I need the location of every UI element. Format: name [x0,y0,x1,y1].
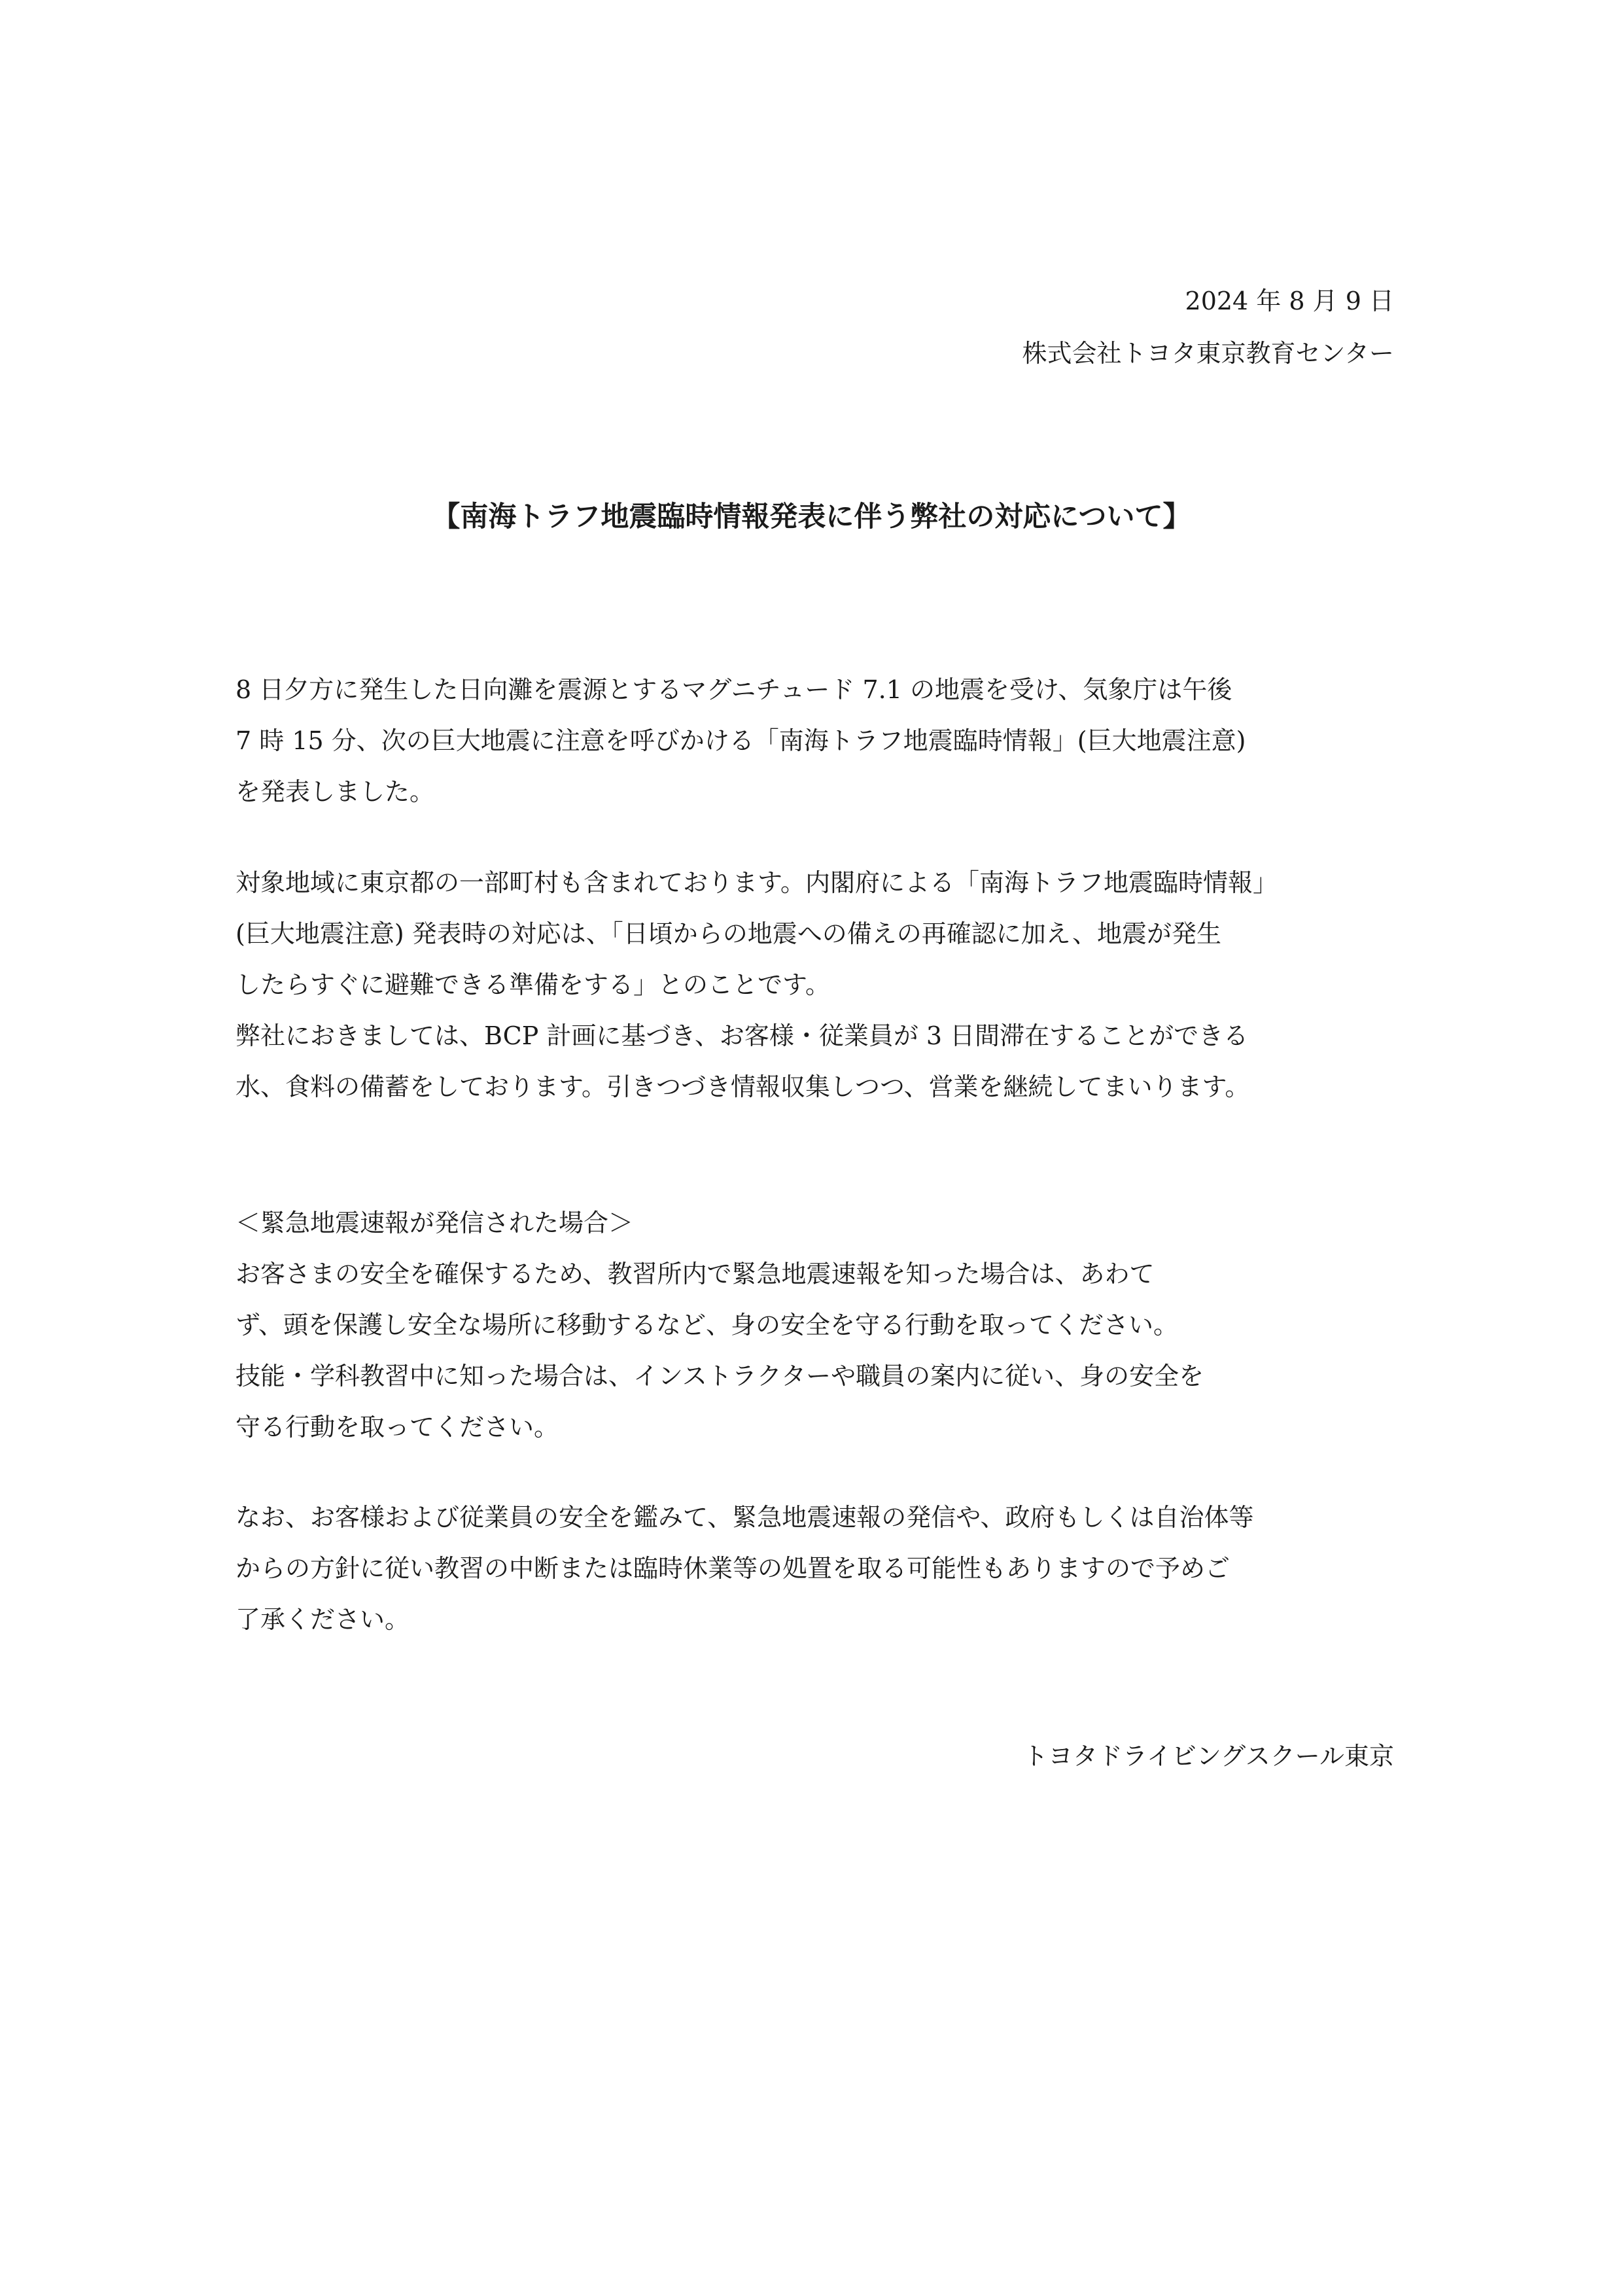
header-block [1022,275,1394,380]
paragraph-line: 技能・学科教習中に知った場合は、インストラクターや職員の案内に従い、身の安全を [236,1362,1204,1390]
paragraph-line: を発表しました。 [236,777,435,806]
paragraph-company-response [236,857,1397,1112]
paragraph-line: からの方針に従い教習の中断または臨時休業等の処置を取る可能性もありますので予めご [236,1554,1230,1583]
paragraph-closure-notice [236,1492,1397,1645]
paragraph-line: 守る行動を取ってください。 [236,1413,559,1441]
paragraph-line: 了承ください。 [236,1605,410,1634]
signature: トヨタドライビングスクール東京 [1023,1742,1394,1771]
paragraph-line: お客さまの安全を確保するため、教習所内で緊急地震速報を知った場合は、あわて [236,1260,1155,1288]
paragraph-line: 8 日夕方に発生した日向灘を震源とするマグニチュード 7.1 の地震を受け、気象庁は午後 [236,675,1232,704]
paragraph-line: 弊社におきましては、BCP 計画に基づき、お客様・従業員が 3 日間滞在することができる [236,1021,1249,1050]
paragraph-line: ず、頭を保護し安全な場所に移動するなど、身の安全を守る行動を取ってください。 [236,1311,1178,1339]
paragraph-line: 7 時 15 分、次の巨大地震に注意を呼びかける「南海トラフ地震臨時情報」(巨大地震注意) [236,726,1246,755]
document-title: 【南海トラフ地震臨時情報発表に伴う弊社の対応について】 [432,501,1191,533]
paragraph-line: したらすぐに避難できる準備をする」とのことです。 [236,970,830,999]
paragraph-line: 水、食料の備蓄をしております。引きつづき情報収集しつつ、営業を継続してまいります。 [236,1072,1250,1101]
paragraph-line: なお、お客様および従業員の安全を鑑みて、緊急地震速報の発信や、政府もしくは自治体等 [236,1503,1254,1532]
paragraph-line: (巨大地震注意) 発表時の対応は、「日頃からの地震への備えの再確認に加え、地震が発生 [236,919,1222,948]
section-heading: ＜緊急地震速報が発信された場合＞ [236,1209,634,1237]
paragraph-earthquake-announcement [236,664,1397,817]
paragraph-line: 対象地域に東京都の一部町村も含まれております。内閣府による「南海トラフ地震臨時情報」 [236,868,1278,897]
paragraph-emergency-alert [236,1197,1397,1453]
company-name: 株式会社トヨタ東京教育センター [1022,339,1394,368]
issue-date: 2024 年 8 月 9 日 [1185,287,1394,315]
